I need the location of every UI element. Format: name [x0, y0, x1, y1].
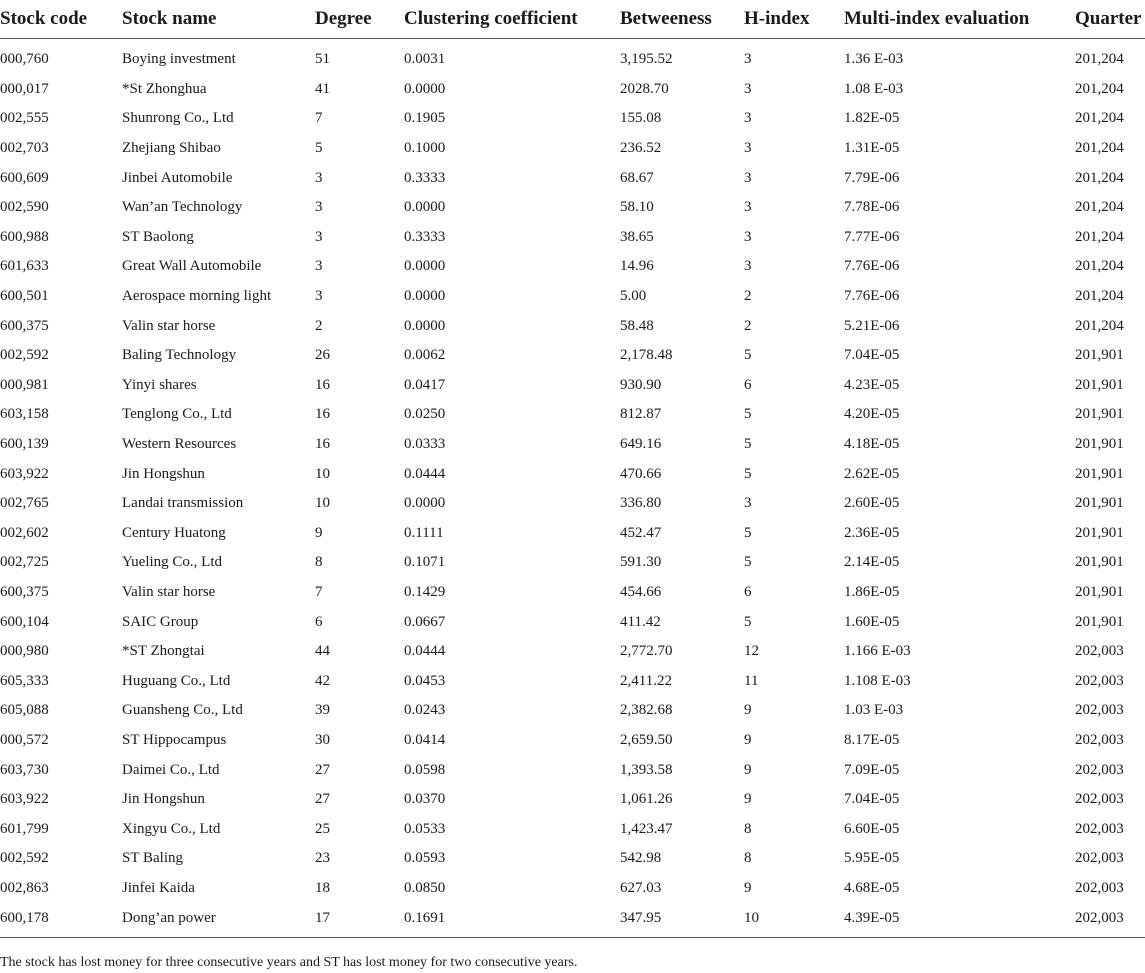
cell-stock-name: Dong’an power — [122, 903, 315, 937]
cell-stock-code: 002,602 — [0, 524, 49, 541]
cell-quarter: 201,901 — [1075, 524, 1124, 541]
cell-betweeness: 454.66 — [620, 583, 662, 600]
cell-betweeness: 336.80 — [620, 495, 662, 512]
header-stock-code: Stock code — [0, 0, 122, 39]
cell-quarter: 202,003 — [1075, 643, 1124, 660]
cell-degree: 10 — [315, 465, 330, 482]
cell-stock-name: Western Resources — [122, 436, 237, 453]
table-row — [0, 371, 1145, 401]
table-row — [0, 666, 1145, 696]
cell-stock-name: ST Hippocampus — [122, 731, 227, 748]
cell-betweeness: 1,423.47 — [620, 820, 673, 837]
cell-stock-name: Century Huatong — [122, 524, 226, 541]
cell-stock-code: 002,592 — [0, 347, 49, 364]
header-h-index: H-index — [744, 0, 844, 39]
cell-clustering-coefficient: 0.0243 — [404, 702, 446, 719]
table-row — [0, 814, 1145, 844]
cell-multi-index-evaluation: 7.76E-06 — [844, 258, 900, 275]
cell-stock-name: Valin star horse — [122, 317, 216, 334]
cell-betweeness: 5.00 — [620, 288, 647, 305]
cell-stock-code: 600,375 — [0, 583, 49, 600]
cell-quarter: 201,901 — [1075, 406, 1124, 423]
cell-stock-name: Huguang Co., Ltd — [122, 672, 231, 689]
cell-stock-code: 002,765 — [0, 495, 49, 512]
table-row — [0, 519, 1145, 549]
cell-stock-code: 002,555 — [0, 110, 49, 127]
cell-clustering-coefficient: 0.0598 — [404, 761, 446, 778]
cell-clustering-coefficient: 0.1691 — [404, 903, 620, 937]
cell-betweeness: 14.96 — [620, 258, 654, 275]
cell-h-index: 2 — [744, 317, 752, 334]
cell-stock-name: Yinyi shares — [122, 376, 197, 393]
cell-multi-index-evaluation: 7.09E-05 — [844, 761, 900, 778]
cell-clustering-coefficient: 0.0533 — [404, 820, 446, 837]
cell-degree: 16 — [315, 406, 330, 423]
cell-quarter: 202,003 — [1075, 820, 1124, 837]
cell-quarter: 202,003 — [1075, 702, 1124, 719]
cell-h-index: 11 — [744, 672, 759, 689]
cell-stock-code: 000,981 — [0, 376, 49, 393]
cell-h-index: 5 — [744, 524, 752, 541]
cell-multi-index-evaluation: 6.60E-05 — [844, 820, 900, 837]
cell-degree: 3 — [315, 228, 323, 245]
cell-betweeness: 542.98 — [620, 850, 662, 867]
cell-h-index: 3 — [744, 110, 752, 127]
cell-betweeness: 627.03 — [620, 879, 662, 896]
cell-degree: 17 — [315, 903, 404, 937]
cell-multi-index-evaluation: 1.60E-05 — [844, 613, 900, 630]
cell-clustering-coefficient: 0.0593 — [404, 850, 446, 867]
cell-stock-name: Boying investment — [122, 51, 236, 68]
cell-stock-name: Aerospace morning light — [122, 288, 272, 305]
cell-clustering-coefficient: 0.0333 — [404, 436, 446, 453]
cell-quarter: 201,204 — [1075, 258, 1124, 275]
header-multi-index-evaluation: Multi-index evaluation — [844, 0, 1075, 39]
cell-betweeness: 2,772.70 — [620, 643, 673, 660]
cell-clustering-coefficient: 0.3333 — [404, 228, 446, 245]
cell-degree: 6 — [315, 613, 323, 630]
cell-clustering-coefficient: 0.0370 — [404, 791, 446, 808]
cell-betweeness: 812.87 — [620, 406, 662, 423]
cell-clustering-coefficient: 0.0000 — [404, 317, 446, 334]
cell-quarter: 201,204 — [1075, 228, 1124, 245]
cell-h-index: 9 — [744, 761, 752, 778]
cell-stock-name: Jin Hongshun — [122, 465, 205, 482]
cell-betweeness: 411.42 — [620, 613, 661, 630]
table-row — [0, 341, 1145, 371]
cell-degree: 3 — [315, 288, 323, 305]
cell-degree: 44 — [315, 643, 330, 660]
cell-multi-index-evaluation: 7.76E-06 — [844, 288, 900, 305]
cell-degree: 16 — [315, 376, 330, 393]
cell-clustering-coefficient: 0.0667 — [404, 613, 446, 630]
cell-stock-code: 600,139 — [0, 436, 49, 453]
cell-clustering-coefficient: 0.3333 — [404, 169, 446, 186]
cell-stock-code: 600,375 — [0, 317, 49, 334]
table-row — [0, 400, 1145, 430]
cell-h-index: 5 — [744, 347, 752, 364]
table-row — [0, 459, 1145, 489]
cell-stock-code: 002,725 — [0, 554, 49, 571]
cell-h-index: 3 — [744, 169, 752, 186]
cell-h-index: 9 — [744, 879, 752, 896]
table-row — [0, 903, 1145, 937]
cell-clustering-coefficient: 0.0000 — [404, 495, 446, 512]
cell-h-index: 3 — [744, 80, 752, 97]
cell-h-index: 5 — [744, 465, 752, 482]
table-row — [0, 607, 1145, 637]
table-row — [0, 75, 1145, 105]
cell-stock-name: Jinbei Automobile — [122, 169, 233, 186]
table-row — [0, 134, 1145, 164]
cell-multi-index-evaluation: 7.04E-05 — [844, 347, 900, 364]
cell-betweeness: 2,659.50 — [620, 731, 673, 748]
cell-multi-index-evaluation: 7.78E-06 — [844, 199, 900, 216]
cell-stock-code: 603,922 — [0, 791, 49, 808]
cell-clustering-coefficient: 0.0250 — [404, 406, 446, 423]
table-row — [0, 193, 1145, 223]
cell-h-index: 3 — [744, 51, 752, 68]
cell-multi-index-evaluation: 2.14E-05 — [844, 554, 900, 571]
cell-degree: 41 — [315, 80, 330, 97]
cell-quarter: 202,003 — [1075, 850, 1124, 867]
cell-stock-code: 002,590 — [0, 199, 49, 216]
cell-quarter: 202,003 — [1075, 672, 1124, 689]
cell-multi-index-evaluation: 1.82E-05 — [844, 110, 900, 127]
cell-multi-index-evaluation: 4.23E-05 — [844, 376, 900, 393]
cell-clustering-coefficient: 0.1000 — [404, 140, 446, 157]
cell-multi-index-evaluation: 7.04E-05 — [844, 791, 900, 808]
cell-stock-name: ST Baolong — [122, 228, 194, 245]
cell-degree: 27 — [315, 791, 330, 808]
cell-h-index: 5 — [744, 613, 752, 630]
table-row — [0, 252, 1145, 282]
cell-h-index: 8 — [744, 820, 752, 837]
cell-stock-name: Shunrong Co., Ltd — [122, 110, 234, 127]
cell-stock-code: 603,730 — [0, 761, 49, 778]
header-stock-name: Stock name — [122, 0, 315, 39]
cell-stock-code: 603,922 — [0, 465, 49, 482]
cell-stock-name: Tenglong Co., Ltd — [122, 406, 232, 423]
cell-betweeness: 649.16 — [620, 436, 662, 453]
cell-quarter: 201,901 — [1075, 495, 1124, 512]
cell-stock-name: SAIC Group — [122, 613, 199, 630]
table-row — [0, 39, 1145, 75]
cell-stock-name: Jinfei Kaida — [122, 879, 195, 896]
cell-clustering-coefficient: 0.0417 — [404, 376, 446, 393]
cell-degree: 7 — [315, 110, 323, 127]
header-row — [0, 0, 1145, 39]
cell-multi-index-evaluation: 7.79E-06 — [844, 169, 900, 186]
table-footnote: The stock has lost money for three consecutive years and ST has lost money for two consecutive years. — [0, 955, 578, 970]
cell-betweeness: 452.47 — [620, 524, 662, 541]
cell-clustering-coefficient: 0.0000 — [404, 80, 446, 97]
cell-stock-code: 600,104 — [0, 613, 49, 630]
cell-h-index: 12 — [744, 643, 759, 660]
cell-multi-index-evaluation: 7.77E-06 — [844, 228, 900, 245]
cell-clustering-coefficient: 0.0444 — [404, 643, 446, 660]
cell-clustering-coefficient: 0.0850 — [404, 879, 446, 896]
table-row — [0, 637, 1145, 667]
cell-multi-index-evaluation: 1.166 E-03 — [844, 643, 911, 660]
table-row — [0, 548, 1145, 578]
table-row — [0, 223, 1145, 253]
cell-betweeness: 1,393.58 — [620, 761, 673, 778]
cell-stock-code: 605,088 — [0, 702, 49, 719]
cell-multi-index-evaluation: 1.08 E-03 — [844, 80, 904, 97]
cell-multi-index-evaluation: 4.39E-05 — [844, 903, 1075, 937]
cell-quarter: 201,901 — [1075, 347, 1124, 364]
cell-quarter: 201,204 — [1075, 169, 1124, 186]
table-row — [0, 311, 1145, 341]
cell-h-index: 3 — [744, 140, 752, 157]
cell-quarter: 201,901 — [1075, 613, 1124, 630]
cell-multi-index-evaluation: 1.86E-05 — [844, 583, 900, 600]
cell-degree: 51 — [315, 51, 330, 68]
cell-stock-code: 600,988 — [0, 228, 49, 245]
cell-multi-index-evaluation: 5.95E-05 — [844, 850, 900, 867]
cell-stock-code: 000,572 — [0, 731, 49, 748]
cell-multi-index-evaluation: 1.36 E-03 — [844, 51, 904, 68]
cell-h-index: 3 — [744, 228, 752, 245]
cell-betweeness: 2,382.68 — [620, 702, 673, 719]
cell-stock-code: 601,633 — [0, 258, 49, 275]
table-body — [0, 39, 1145, 938]
table-row — [0, 282, 1145, 312]
cell-betweeness: 2028.70 — [620, 80, 669, 97]
cell-quarter: 201,204 — [1075, 140, 1124, 157]
cell-multi-index-evaluation: 5.21E-06 — [844, 317, 900, 334]
cell-h-index: 9 — [744, 731, 752, 748]
cell-betweeness: 68.67 — [620, 169, 654, 186]
cell-clustering-coefficient: 0.1111 — [404, 524, 444, 541]
header-clustering-coefficient: Clustering coefficient — [404, 0, 620, 39]
cell-degree: 16 — [315, 436, 330, 453]
cell-multi-index-evaluation: 2.60E-05 — [844, 495, 900, 512]
cell-stock-name: *St Zhonghua — [122, 80, 207, 97]
table-row — [0, 785, 1145, 815]
cell-multi-index-evaluation: 4.20E-05 — [844, 406, 900, 423]
cell-quarter: 201,204 — [1075, 317, 1124, 334]
cell-stock-name: Valin star horse — [122, 583, 216, 600]
cell-h-index: 5 — [744, 436, 752, 453]
cell-stock-code: 600,501 — [0, 288, 49, 305]
cell-stock-code: 000,980 — [0, 643, 49, 660]
cell-clustering-coefficient: 0.0000 — [404, 199, 446, 216]
cell-degree: 5 — [315, 140, 323, 157]
cell-degree: 30 — [315, 731, 330, 748]
cell-degree: 10 — [315, 495, 330, 512]
cell-clustering-coefficient: 0.0444 — [404, 465, 446, 482]
cell-betweeness: 38.65 — [620, 228, 654, 245]
cell-h-index: 10 — [744, 903, 844, 937]
cell-degree: 2 — [315, 317, 323, 334]
cell-quarter: 201,901 — [1075, 465, 1124, 482]
cell-stock-name: Landai transmission — [122, 495, 244, 512]
header-betweeness: Betweeness — [620, 0, 744, 39]
cell-stock-code: 000,017 — [0, 80, 49, 97]
cell-h-index: 3 — [744, 258, 752, 275]
cell-h-index: 3 — [744, 199, 752, 216]
table-row — [0, 489, 1145, 519]
table-row — [0, 726, 1145, 756]
cell-stock-code: 002,703 — [0, 140, 49, 157]
cell-quarter: 202,003 — [1075, 903, 1145, 937]
cell-quarter: 201,901 — [1075, 436, 1124, 453]
cell-h-index: 9 — [744, 791, 752, 808]
cell-multi-index-evaluation: 1.31E-05 — [844, 140, 900, 157]
cell-degree: 42 — [315, 672, 330, 689]
cell-degree: 3 — [315, 258, 323, 275]
cell-quarter: 202,003 — [1075, 879, 1124, 896]
cell-betweeness: 2,411.22 — [620, 672, 672, 689]
cell-multi-index-evaluation: 8.17E-05 — [844, 731, 900, 748]
cell-h-index: 2 — [744, 288, 752, 305]
header-quarter: Quarter — [1075, 0, 1145, 39]
cell-quarter: 201,204 — [1075, 51, 1124, 68]
cell-stock-name: Zhejiang Shibao — [122, 140, 221, 157]
cell-clustering-coefficient: 0.0453 — [404, 672, 446, 689]
cell-stock-code: 000,760 — [0, 51, 49, 68]
cell-betweeness: 58.10 — [620, 199, 654, 216]
cell-degree: 8 — [315, 554, 323, 571]
table-row — [0, 430, 1145, 460]
cell-degree: 7 — [315, 583, 323, 600]
cell-quarter: 201,204 — [1075, 288, 1124, 305]
cell-stock-name: Baling Technology — [122, 347, 237, 364]
cell-quarter: 201,204 — [1075, 199, 1124, 216]
cell-betweeness: 347.95 — [620, 903, 744, 937]
cell-stock-name: Jin Hongshun — [122, 791, 205, 808]
table-row — [0, 755, 1145, 785]
cell-betweeness: 930.90 — [620, 376, 662, 393]
cell-betweeness: 58.48 — [620, 317, 654, 334]
cell-multi-index-evaluation: 2.36E-05 — [844, 524, 900, 541]
cell-h-index: 5 — [744, 554, 752, 571]
cell-clustering-coefficient: 0.0414 — [404, 731, 446, 748]
cell-quarter: 202,003 — [1075, 731, 1124, 748]
cell-degree: 3 — [315, 199, 323, 216]
header-degree: Degree — [315, 0, 404, 39]
cell-stock-code: 605,333 — [0, 672, 49, 689]
table-row — [0, 844, 1145, 874]
cell-degree: 26 — [315, 347, 330, 364]
cell-betweeness: 591.30 — [620, 554, 662, 571]
cell-degree: 27 — [315, 761, 330, 778]
cell-stock-name: Wan’an Technology — [122, 199, 243, 216]
cell-h-index: 6 — [744, 583, 752, 600]
cell-quarter: 202,003 — [1075, 791, 1124, 808]
table-row — [0, 874, 1145, 904]
cell-quarter: 201,901 — [1075, 376, 1124, 393]
cell-multi-index-evaluation: 2.62E-05 — [844, 465, 900, 482]
cell-degree: 25 — [315, 820, 330, 837]
cell-clustering-coefficient: 0.0000 — [404, 258, 446, 275]
cell-h-index: 5 — [744, 406, 752, 423]
cell-degree: 3 — [315, 169, 323, 186]
cell-betweeness: 155.08 — [620, 110, 662, 127]
cell-stock-code: 603,158 — [0, 406, 49, 423]
table-header — [0, 0, 1145, 39]
cell-stock-code: 002,592 — [0, 850, 49, 867]
table-row — [0, 104, 1145, 134]
table-row — [0, 578, 1145, 608]
cell-betweeness: 470.66 — [620, 465, 662, 482]
cell-degree: 9 — [315, 524, 323, 541]
cell-betweeness: 2,178.48 — [620, 347, 673, 364]
cell-betweeness: 3,195.52 — [620, 51, 673, 68]
cell-quarter: 201,901 — [1075, 583, 1124, 600]
table-row — [0, 163, 1145, 193]
cell-stock-name: *ST Zhongtai — [122, 643, 205, 660]
cell-multi-index-evaluation: 4.68E-05 — [844, 879, 900, 896]
cell-multi-index-evaluation: 1.108 E-03 — [844, 672, 911, 689]
cell-h-index: 6 — [744, 376, 752, 393]
cell-stock-name: Guansheng Co., Ltd — [122, 702, 243, 719]
cell-stock-name: Great Wall Automobile — [122, 258, 262, 275]
cell-quarter: 202,003 — [1075, 761, 1124, 778]
cell-stock-name: Yueling Co., Ltd — [122, 554, 222, 571]
cell-quarter: 201,204 — [1075, 80, 1124, 97]
cell-stock-name: Daimei Co., Ltd — [122, 761, 220, 778]
cell-clustering-coefficient: 0.1905 — [404, 110, 446, 127]
cell-clustering-coefficient: 0.0000 — [404, 288, 446, 305]
cell-stock-name: Xingyu Co., Ltd — [122, 820, 221, 837]
cell-multi-index-evaluation: 4.18E-05 — [844, 436, 900, 453]
cell-degree: 18 — [315, 879, 330, 896]
cell-h-index: 9 — [744, 702, 752, 719]
cell-stock-code: 600,609 — [0, 169, 49, 186]
cell-quarter: 201,204 — [1075, 110, 1124, 127]
cell-stock-code: 600,178 — [0, 903, 122, 937]
cell-clustering-coefficient: 0.0062 — [404, 347, 446, 364]
cell-h-index: 8 — [744, 850, 752, 867]
cell-clustering-coefficient: 0.0031 — [404, 51, 446, 68]
cell-betweeness: 1,061.26 — [620, 791, 673, 808]
cell-quarter: 201,901 — [1075, 554, 1124, 571]
cell-multi-index-evaluation: 1.03 E-03 — [844, 702, 904, 719]
cell-degree: 23 — [315, 850, 330, 867]
cell-stock-code: 601,799 — [0, 820, 49, 837]
cell-h-index: 3 — [744, 495, 752, 512]
cell-clustering-coefficient: 0.1429 — [404, 583, 446, 600]
cell-degree: 39 — [315, 702, 330, 719]
cell-stock-code: 002,863 — [0, 879, 49, 896]
cell-stock-name: ST Baling — [122, 850, 183, 867]
cell-clustering-coefficient: 0.1071 — [404, 554, 446, 571]
table-row — [0, 696, 1145, 726]
cell-betweeness: 236.52 — [620, 140, 662, 157]
